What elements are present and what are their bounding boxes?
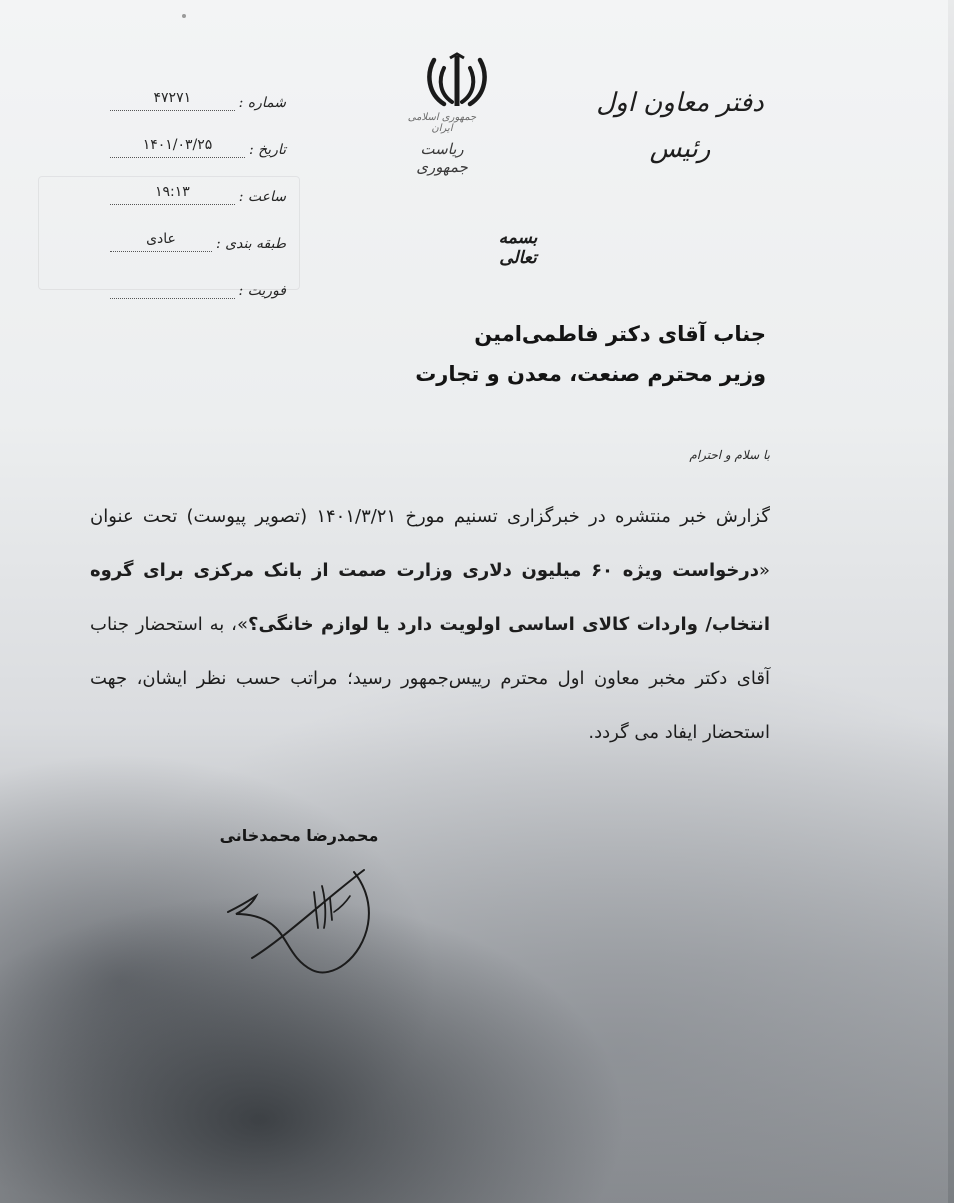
urgency-value bbox=[110, 278, 235, 299]
greeting: با سلام و احترام bbox=[689, 448, 770, 462]
meta-classification-row bbox=[110, 205, 286, 252]
office-title: دفتر معاون اول bbox=[596, 88, 764, 118]
office-subtitle: رئیس bbox=[649, 134, 711, 164]
date-value: ۱۴۰۱/۰۳/۲۵ bbox=[110, 137, 245, 158]
addressee-name: جناب آقای دکتر فاطمی‌امین bbox=[474, 322, 766, 346]
emblem-caption-line2: ریاست جمهوری bbox=[416, 140, 468, 176]
body-conclusion: »، به استحضار جناب آقای دکتر مخبر معاون اول محترم رییس‌جمهور رسید؛ مراتب حسب نظر ایشان، جهت استحضار ایفاد می گردد. bbox=[90, 614, 770, 743]
addressee bbox=[306, 322, 766, 386]
handwritten-signature bbox=[222, 862, 382, 986]
classification-value: عادی bbox=[110, 231, 212, 252]
emblem-caption bbox=[396, 112, 488, 176]
number-label: شماره : bbox=[238, 95, 286, 111]
letter-body bbox=[90, 490, 770, 760]
meta-urgency-row bbox=[110, 252, 286, 299]
news-title: درخواست ویژه ۶۰ میلیون دلاری وزارت صمت از بانک مرکزی برای گروه انتخاب/ واردات کالای اساسی اولویت دارد یا لوازم خانگی؟ bbox=[90, 560, 770, 635]
emblem-caption-line1: جمهوری اسلامی ایران bbox=[407, 112, 477, 134]
signer-name: محمدرضا محمدخانی bbox=[219, 826, 379, 845]
office-heading bbox=[580, 88, 780, 164]
time-value: ۱۹:۱۳ bbox=[110, 184, 235, 205]
paper-edge bbox=[948, 0, 954, 1203]
date-label: تاریخ : bbox=[248, 142, 286, 158]
letter-meta bbox=[110, 64, 286, 299]
meta-date-row bbox=[110, 111, 286, 158]
meta-number-row bbox=[110, 64, 286, 111]
iran-emblem-icon bbox=[426, 52, 488, 110]
classification-label: طبقه بندی : bbox=[216, 236, 286, 252]
meta-time-row bbox=[110, 158, 286, 205]
addressee-title: وزیر محترم صنعت، معدن و تجارت bbox=[415, 362, 766, 386]
number-value: ۴۷۲۷۱ bbox=[110, 90, 235, 111]
basmala: بسمه تعالی bbox=[498, 228, 538, 268]
paper-mark bbox=[182, 14, 186, 18]
time-label: ساعت : bbox=[238, 189, 286, 205]
body-intro: گزارش خبر منتشره در خبرگزاری تسنیم مورخ ۱۴۰۱/۳/۲۱ (تصویر پیوست) تحت عنوان « bbox=[90, 506, 770, 581]
urgency-label: فوریت : bbox=[238, 283, 286, 299]
